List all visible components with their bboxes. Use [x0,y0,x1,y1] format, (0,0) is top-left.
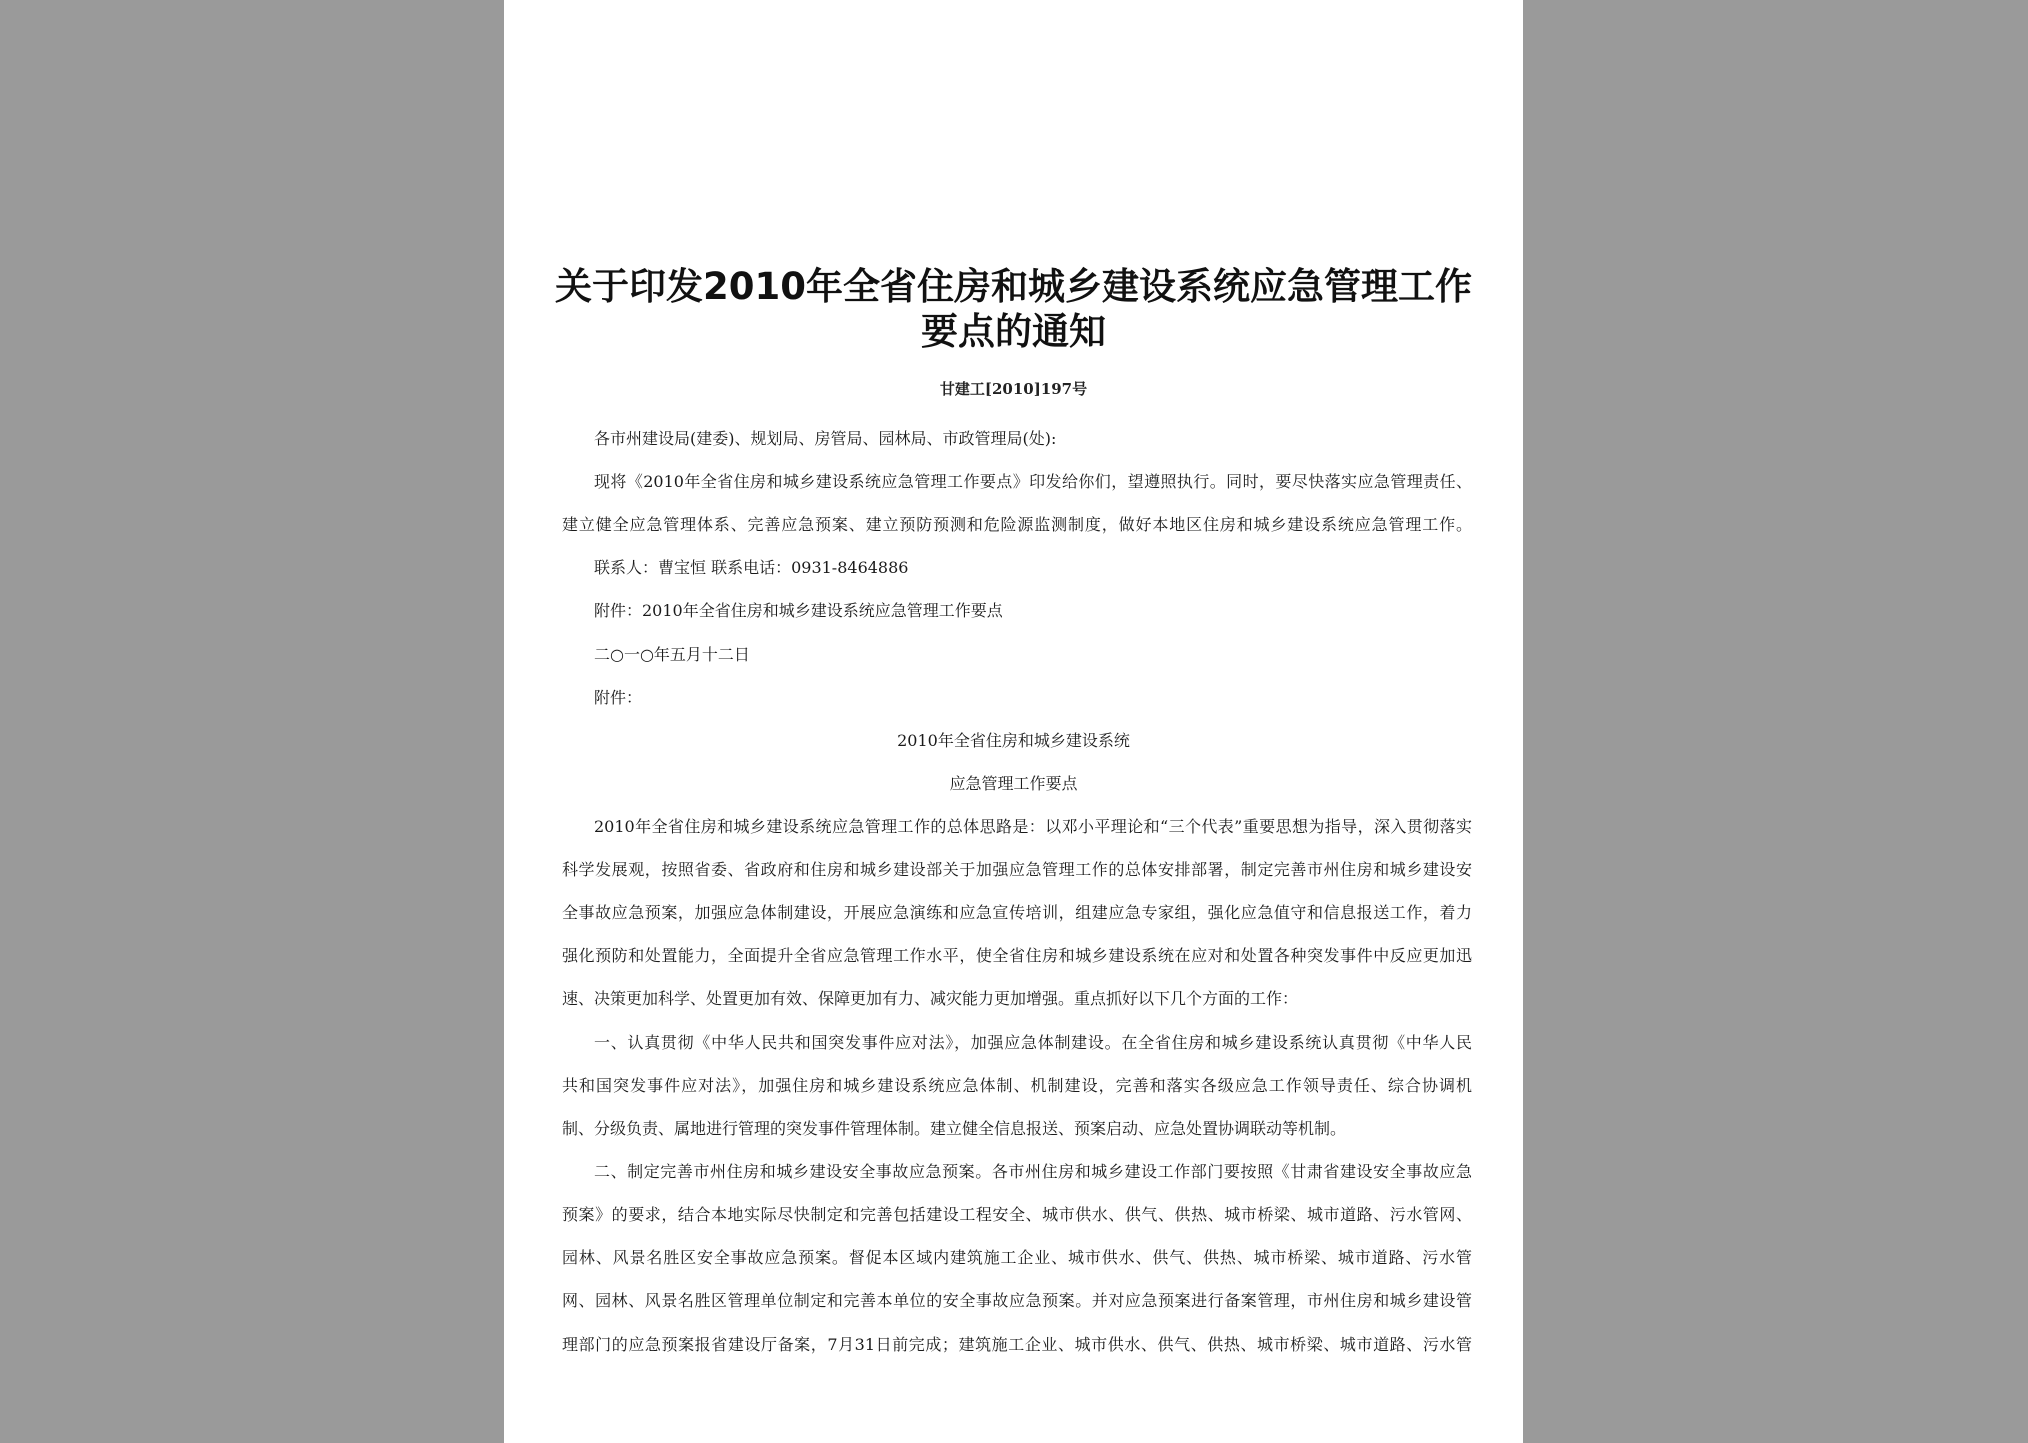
paragraph-2-line: 制、分级负责、属地进行管理的突发事件管理体制。建立健全信息报送、预案启动、应急处置协调联动等机制。 [562,1119,1347,1138]
contact-info: 联系人：曹宝恒 联系电话：0931-8464886 [594,558,909,577]
notice-text-line-2: 建立健全应急管理体系、完善应急预案、建立预防预测和危险源监测制度，做好本地区住房和城乡建设系统应急管理工作。 [562,515,1472,534]
attachment-label: 附件： [594,688,643,707]
paragraph-3-line: 二、制定完善市州住房和城乡建设安全事故应急预案。各市州住房和城乡建设工作部门要按照《甘肃省建设安全事故应急 [594,1162,1472,1181]
paragraph-1-line: 科学发展观，按照省委、省政府和住房和城乡建设部关于加强应急管理工作的总体安排部署，制定完善市州住房和城乡建设安 [562,860,1472,879]
document-page [504,0,1523,1443]
paragraph-1-line: 2010年全省住房和城乡建设系统应急管理工作的总体思路是：以邓小平理论和“三个代表”重要思想为指导，深入贯彻落实 [594,817,1472,836]
paragraph-3-line: 网、园林、风景名胜区管理单位制定和完善本单位的安全事故应急预案。并对应急预案进行备案管理，市州住房和城乡建设管 [562,1291,1472,1310]
paragraph-3-line: 园林、风景名胜区安全事故应急预案。督促本区域内建筑施工企业、城市供水、供气、供热、城市桥梁、城市道路、污水管 [562,1248,1472,1267]
paragraph-2-line: 一、认真贯彻《中华人民共和国突发事件应对法》，加强应急体制建设。在全省住房和城乡建设系统认真贯彻《中华人民 [594,1033,1472,1052]
document-title-line-2: 要点的通知 [921,310,1106,353]
issue-date: 二○一○年五月十二日 [594,645,750,664]
paragraph-1-line: 速、决策更加科学、处置更加有效、保障更加有力、减灾能力更加增强。重点抓好以下几个方面的工作： [562,989,1299,1008]
paragraph-3-line: 理部门的应急预案报省建设厅备案，7月31日前完成；建筑施工企业、城市供水、供气、供热、城市桥梁、城市道路、污水管 [562,1335,1472,1354]
addressee: 各市州建设局(建委)、规划局、房管局、园林局、市政管理局(处): [594,429,1057,448]
attachment-title-line-2: 应急管理工作要点 [949,774,1078,793]
attachment-title-line-1: 2010年全省住房和城乡建设系统 [897,731,1130,750]
notice-text-line-1: 现将《2010年全省住房和城乡建设系统应急管理工作要点》印发给你们，望遵照执行。同时，要尽快落实应急管理责任、 [594,472,1472,491]
document-title-line-1: 关于印发2010年全省住房和城乡建设系统应急管理工作 [555,265,1472,308]
document-number: 甘建工[2010]197号 [939,380,1088,398]
paragraph-2-line: 共和国突发事件应对法》，加强住房和城乡建设系统应急体制、机制建设，完善和落实各级应急工作领导责任、综合协调机 [562,1076,1472,1095]
paragraph-1-line: 强化预防和处置能力，全面提升全省应急管理工作水平，使全省住房和城乡建设系统在应对和处置各种突发事件中反应更加迅 [562,946,1472,965]
paragraph-1-line: 全事故应急预案，加强应急体制建设，开展应急演练和应急宣传培训，组建应急专家组，强化应急值守和信息报送工作，着力 [562,903,1472,922]
attachment-reference: 附件：2010年全省住房和城乡建设系统应急管理工作要点 [594,601,1003,620]
paragraph-3-line: 预案》的要求，结合本地实际尽快制定和完善包括建设工程安全、城市供水、供气、供热、城市桥梁、城市道路、污水管网、 [562,1205,1472,1224]
